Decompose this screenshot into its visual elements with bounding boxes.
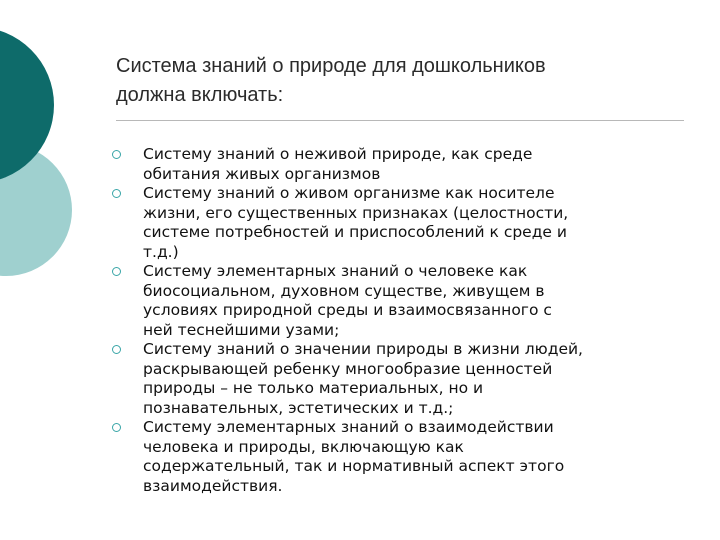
item-line: обитания живых организмов	[143, 164, 381, 183]
item-line: взаимодействия.	[143, 476, 283, 495]
bullet-list	[112, 145, 702, 496]
ring-bullet-icon	[112, 189, 121, 198]
list-item	[112, 184, 702, 262]
item-line: раскрывающей ребенку многообразие ценностей	[143, 359, 553, 378]
item-line: системе потребностей и приспособлений к среде и	[143, 223, 567, 241]
item-line: человека и природы, включающую как	[143, 437, 464, 456]
item-line: Систему знаний о живом организме как носителе	[143, 184, 555, 202]
title-line: должна включать:	[116, 84, 284, 106]
item-line: Систему знаний о неживой природе, как среде	[143, 145, 533, 163]
ring-bullet-icon	[112, 267, 121, 276]
title-line: Система знаний о природе для дошкольников	[116, 55, 546, 77]
title-divider	[116, 120, 684, 121]
item-line: Систему элементарных знаний о человеке как	[143, 262, 528, 280]
item-line: Систему знаний о значении природы в жизни людей,	[143, 340, 583, 358]
ring-bullet-icon	[112, 345, 121, 354]
item-line: познавательных, эстетических и т.д.;	[143, 398, 454, 417]
item-line: природы – не только материальных, но и	[143, 379, 484, 397]
item-line: жизни, его существенных признаках (целостности,	[143, 203, 569, 222]
list-item	[112, 262, 702, 340]
ring-bullet-icon	[112, 150, 121, 159]
item-line: т.д.)	[143, 242, 179, 261]
item-line: содержательный, так и нормативный аспект этого	[143, 457, 565, 475]
list-item	[112, 340, 702, 418]
item-line: Систему элементарных знаний о взаимодействии	[143, 418, 554, 436]
ring-bullet-icon	[112, 423, 121, 432]
item-line: биосоциальном, духовном существе, живущем в	[143, 281, 545, 300]
slide-title	[116, 52, 696, 110]
item-line: ней теснейшими узами;	[143, 320, 340, 339]
list-item	[112, 145, 702, 184]
item-line: условиях природной среды и взаимосвязанного с	[143, 301, 552, 319]
list-item	[112, 418, 702, 496]
decorative-circles	[0, 0, 100, 340]
